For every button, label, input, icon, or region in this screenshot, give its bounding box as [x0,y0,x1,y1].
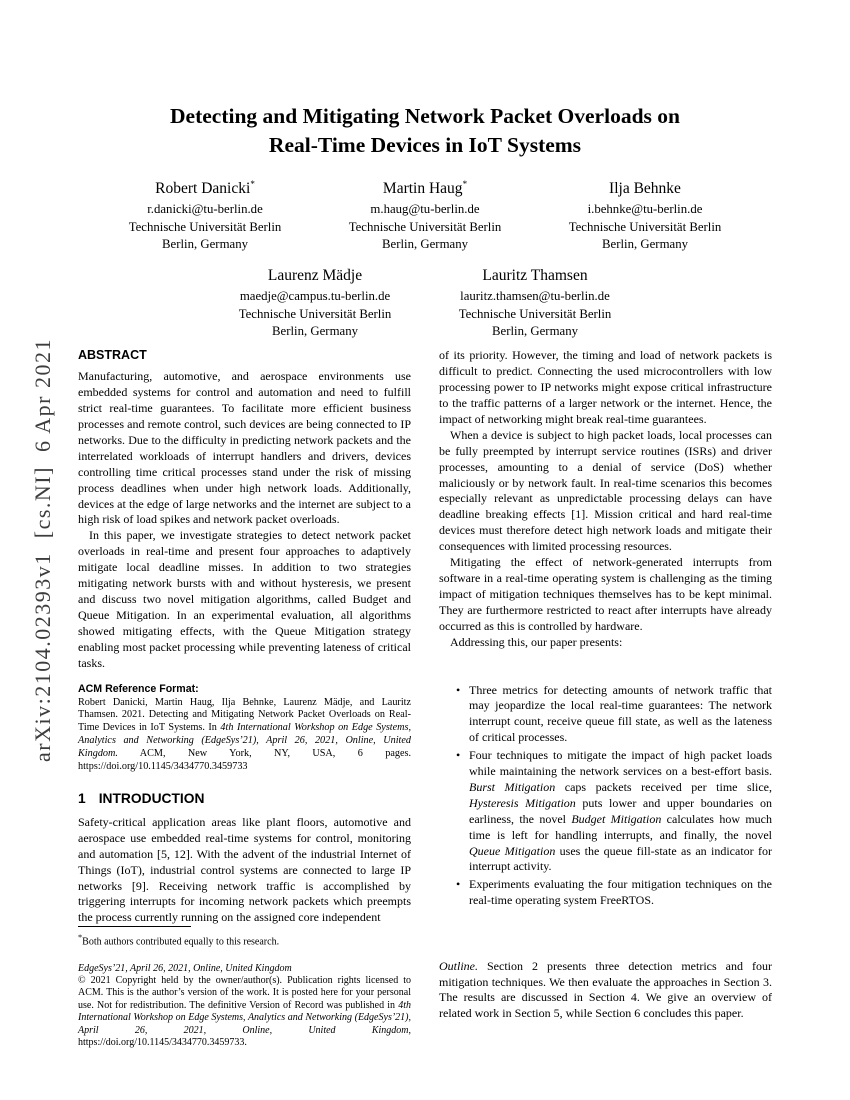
abstract-paragraph-1: Manufacturing, automotive, and aerospace environments use embedded systems for control and automation and need to fulfill strict real-time guarantees. To facilitate more efficient business processes and remote control, such devices are being connected to IP networks. Due to the difficulty in predicting network packets and the interrelated workloads of interrupt handlers and drivers, devices controlling time critical processes stand under the risk of missing process deadlines when under high network loads. Additionally, devices at the edge of large networks and the internet are subject to a high risk of load spikes and network packet overloads. [78,369,411,527]
author-name [205,266,425,285]
author-name [315,179,535,198]
author-block [315,179,535,253]
authors-row-1 [0,179,850,253]
right-column [439,348,772,1022]
title-line-1: Detecting and Mitigating Network Packet Overloads on [170,104,680,128]
two-column-body [78,348,772,1049]
author-name-text: Laurenz Mädje [267,267,363,285]
left-column [78,348,412,1049]
author-mark: * [250,179,255,190]
author-block [425,266,645,340]
author-name [95,179,315,198]
paper-header [0,0,850,340]
author-name-text: Ilja Behnke [609,180,681,198]
section-heading-introduction [78,791,411,807]
abstract-paragraph-2: In this paper, we investigate strategies to detect network packet overloads in real-time and present four approaches to adaptively mitigate local deadline misses. In addition to two strategies mitigating network bursts with and without hysteresis, we present and discuss two novel mitigation algorithms, called Budget and Queue Mitigation. In an experimental evaluation, all algorithms showed mitigating effects, with the Queue Mitigation strategy enabling most packet processing while preventing lateness of critical tasks. [78,528,411,670]
author-affiliation: Technische Universität Berlin [238,306,392,321]
author-location: Berlin, Germany [382,236,468,251]
author-affiliation: Technische Universität Berlin [568,219,722,234]
author-name-text: Martin Haug [382,180,463,198]
paper-title [0,102,850,159]
author-name-text: Lauritz Thamsen [482,267,588,285]
author-affiliation: Technische Universität Berlin [128,219,282,234]
author-block [95,179,315,253]
outline-paragraph: Outline. Section 2 presents three detection metrics and four mitigation techniques. We then evaluate the approaches in Section 3. The results are discussed in Section 4. We give an overview of related work in Section 5, while Section 6 concludes this paper. [439,958,772,1021]
author-name [425,266,645,285]
section-title: INTRODUCTION [98,790,205,806]
copyright-conference-line: EdgeSys’21, April 26, 2021, Online, United Kingdom [78,962,292,974]
author-block [205,266,425,340]
bullet-item-experiments: • Experiments evaluating the four mitigation techniques on the real-time operating system FreeRTOS. [469,877,772,909]
arxiv-watermark: arXiv:2104.02393v1 [cs.NI] 6 Apr 2021 [30,338,55,762]
author-affiliation: Technische Universität Berlin [348,219,502,234]
section-number: 1 [78,790,86,806]
bullet-item-metrics: • Three metrics for detecting amounts of network traffic that may jeopardize the local real-time guarantees: The network interrupt count, receive queue fill state, as well as the lateness of critical processes. [469,683,772,747]
bullet-item-techniques: • Four techniques to mitigate the impact of high packet loads while maintaining the network services on a best-effort basis. Burst Mitigation caps packets received per time slice, Hysteresis Mitigation puts lower and upper boundaries on earliness, the novel Budget Mitigation calculates how much time is left for handling interrupts, and finally, the novel Queue Mitigation uses the queue fill-state as an indicator for interrupt activity. [469,748,772,875]
author-email: r.danicki@tu-berlin.de [147,202,263,217]
author-location: Berlin, Germany [602,236,688,251]
author-email: lauritz.thamsen@tu-berlin.de [460,289,610,304]
author-email: m.haug@tu-berlin.de [370,202,480,217]
title-line-2: Real-Time Devices in IoT Systems [268,132,582,157]
copyright-text: © 2021 Copyright held by the owner/author(s). Publication rights licensed to ACM. This is the author’s version of the work. It is posted here for your personal use. Not for redistribution. The definitive Version of Record was published in 4th International Workshop on Edge Systems, Analytics and Networking (EdgeSys’21), April 26, 2021, Online, United Kingdom, https://doi.org/10.1145/3434770.3459733. [78,975,411,1049]
author-affiliation: Technische Universität Berlin [458,306,612,321]
acm-reference-heading: ACM Reference Format: [78,682,199,695]
author-name [535,179,755,198]
author-location: Berlin, Germany [492,323,578,338]
body-paragraph-3: Mitigating the effect of network-generated interrupts from software in a real-time operating system is challenging as the timing impact of mitigation techniques themselves has to be kept minimal. They are furthermore restricted to react after interrupts have already occurred as this is controlled by hardware. [439,555,772,633]
authors-row-2 [0,266,850,340]
author-email: i.behnke@tu-berlin.de [587,202,703,217]
contributions-list [439,683,772,912]
author-email: maedje@campus.tu-berlin.de [239,289,391,304]
author-location: Berlin, Germany [272,323,358,338]
acm-reference-text: Robert Danicki, Martin Haug, Ilja Behnke, Laurenz Mädje, and Lauritz Thamsen. 2021. Detecting and Mitigating Network Packet Overloads on Real-Time Devices in IoT Systems. In 4th International Workshop on Edge Systems, Analytics and Networking (EdgeSys’21), April 26, 2021, Online, United Kingdom. ACM, New York, NY, USA, 6 pages. https://doi.org/10.1145/3434770.3459733 [78,696,412,773]
footnote-rule [78,926,191,927]
body-paragraph-2: When a device is subject to high packet loads, local processes can be fully preempted by interrupt service routines (ISRs) and driver processes, amounting to a denial of service (DoS) whether maliciously or by network fault. In real-time scenarios this becomes especially relevant as unpredictable processing delays can have deadline breaking effects [1]. Mission critical and hard real-time devices must therefore detect high network loads and mitigate their consequences with limited processing resources. [439,427,772,554]
footnote-text: *Both authors contributed equally to this research. [78,933,280,948]
author-mark: * [462,179,468,190]
intro-paragraph: Safety-critical application areas like plant floors, automotive and aerospace use embedded real-time systems for control, monitoring and automation [5, 12]. With the advent of the industrial Internet of Things (IoT), industrial control systems are connected to large IP networks [9]. Receiving network traffic is accomplished by triggering interrupts for incoming network packets which preempts the process currently running on the assigned core independent [78,814,411,925]
body-paragraph-4: Addressing this, our paper presents: [450,634,623,649]
author-name-text: Robert Danicki [155,180,251,198]
copyright-block [78,963,411,1050]
abstract-heading: ABSTRACT [78,348,147,363]
footnote-block [78,926,411,1049]
author-block [535,179,755,253]
author-location: Berlin, Germany [162,236,248,251]
body-paragraph-1: of its priority. However, the timing and load of network packets is difficult to predict. Connecting the used microcontrollers with low processing power to IP networks might expose critical infrastructure to the traffic patterns of a larger network or the internet. Hence, the impact of networking might break real-time guarantees. [439,348,772,426]
